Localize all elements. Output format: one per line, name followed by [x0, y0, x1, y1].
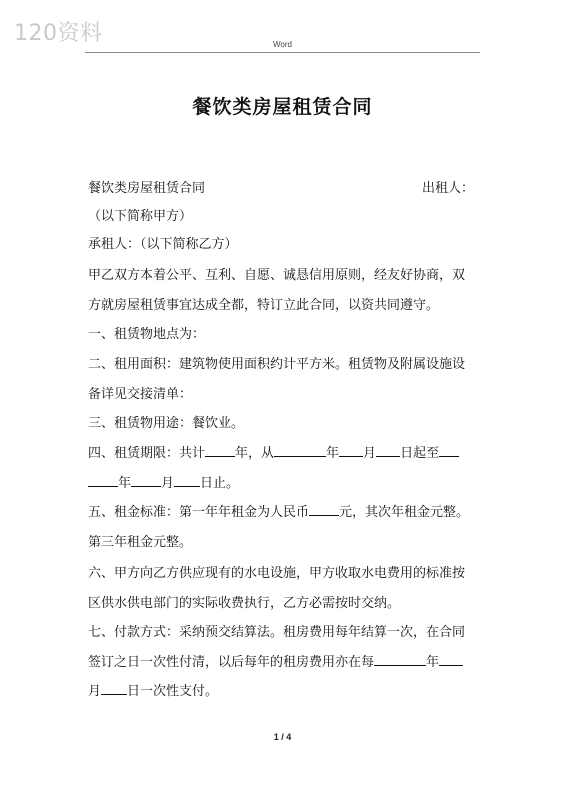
- text-segment: 月: [161, 476, 175, 491]
- text-segment: 年: [118, 476, 132, 491]
- paragraph-line: 方就房屋租赁事宜达成全都，特订立此合同，以资共同遵守。: [88, 298, 440, 313]
- text-segment: 四、租赁期限：共计: [88, 446, 206, 461]
- fill-blank: [439, 653, 463, 666]
- paragraph-line: [88, 442, 488, 461]
- header-label: Word: [273, 40, 292, 49]
- watermark: 120资料: [14, 21, 103, 46]
- text-segment: 月: [88, 684, 102, 699]
- header-rule: [85, 52, 480, 53]
- text-segment: 日起至: [400, 446, 440, 461]
- paragraph-line: 区供水供电部门的实际收费执行，乙方必需按时交纳。: [88, 596, 401, 611]
- paragraph-line: 第三年租金元整。: [88, 535, 193, 550]
- fill-blank: [174, 474, 200, 487]
- paragraph-line: 七、付款方式：采纳预交结算法。租房费用每年结算一次，在合同: [88, 625, 466, 640]
- fill-blank: [274, 444, 326, 457]
- paragraph-line: [88, 680, 488, 699]
- lessor-label: 出租人：: [421, 181, 474, 196]
- fill-blank: [439, 444, 459, 457]
- text-segment: 年: [426, 655, 440, 670]
- fill-blank: [101, 682, 127, 695]
- paragraph-line: （以下简称甲方）: [88, 209, 193, 224]
- paragraph-line: 一、租赁物地点为：: [88, 327, 206, 342]
- text-segment: 日止。: [200, 476, 240, 491]
- text-segment: 年，从: [235, 446, 275, 461]
- paragraph-line: 甲乙双方本着公平、互利、自愿、诚恳信用原则，经友好协商，双: [88, 268, 466, 283]
- text-segment: 五、租金标准：第一年年租金为人民币: [88, 505, 310, 520]
- paragraph-line: 备详见交接清单：: [88, 387, 193, 402]
- fill-blank: [309, 503, 339, 516]
- text-segment: 日一次性支付。: [127, 684, 219, 699]
- text-segment: 签订之日一次性付清，以后每年的租房费用亦在每: [88, 655, 375, 670]
- fill-blank: [374, 653, 426, 666]
- text-segment: 年: [326, 446, 340, 461]
- paragraph-line: [88, 177, 488, 196]
- paragraph-line: 二、租用面积：建筑物使用面积约计平方米。租赁物及附属设施设: [88, 357, 466, 372]
- fill-blank: [376, 444, 400, 457]
- paragraph-line: 三、租赁物用途：餐饮业。: [88, 416, 245, 431]
- paragraph-line: 六、甲方向乙方供应现有的水电设施，甲方收取水电费用的标准按: [88, 566, 466, 581]
- fill-blank: [205, 444, 235, 457]
- paragraph-line: [88, 651, 488, 670]
- fill-blank: [88, 474, 118, 487]
- paragraph-line: [88, 472, 488, 491]
- page-number: 1 / 4: [273, 732, 292, 742]
- fill-blank: [339, 444, 363, 457]
- text-segment: 元，其次年租金元整。: [339, 505, 470, 520]
- paragraph-line: 承租人：（以下简称乙方）: [88, 237, 238, 252]
- contract-name: 餐饮类房屋租赁合同: [88, 181, 206, 196]
- paragraph-line: [88, 501, 488, 520]
- fill-blank: [131, 474, 161, 487]
- text-segment: 月: [363, 446, 377, 461]
- document-title: 餐饮类房屋租赁合同: [192, 96, 373, 118]
